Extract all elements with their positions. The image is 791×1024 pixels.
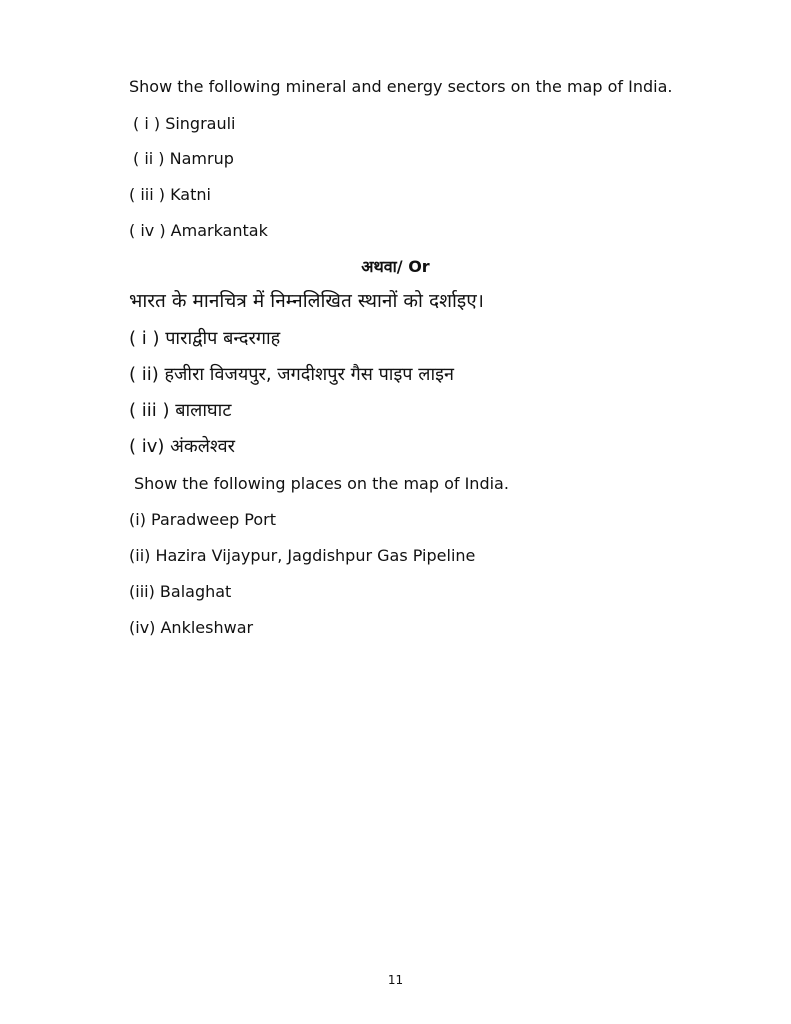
list-item: (ii) Hazira Vijaypur, Jagdishpur Gas Pipeline (129, 546, 476, 565)
question-instruction-english: Show the following mineral and energy sectors on the map of India. (129, 77, 673, 96)
list-item: ( iv ) Amarkantak (129, 221, 268, 240)
list-item: (i) Paradweep Port (129, 510, 277, 529)
list-item: ( i ) पाराद्वीप बन्दरगाह (129, 328, 281, 349)
list-item: ( i ) Singrauli (133, 114, 236, 133)
list-item: ( iii ) बालाघाट (129, 400, 232, 421)
list-item: ( ii ) Namrup (133, 149, 234, 168)
list-item: ( iv) अंकलेश्वर (129, 436, 235, 457)
page-number: 11 (387, 973, 404, 987)
list-item: ( ii) हजीरा विजयपुर, जगदीशपुर गैस पाइप लाइन (129, 364, 454, 385)
question-instruction-hindi: भारत के मानचित्र में निम्नलिखित स्थानों को दर्शाइए। (129, 290, 484, 312)
list-item: (iv) Ankleshwar (129, 618, 254, 637)
list-item: (iii) Balaghat (129, 582, 232, 601)
or-separator: अथवा/ Or (361, 257, 430, 276)
list-item: ( iii ) Katni (129, 185, 211, 204)
question-instruction-english-2: Show the following places on the map of India. (134, 474, 509, 493)
